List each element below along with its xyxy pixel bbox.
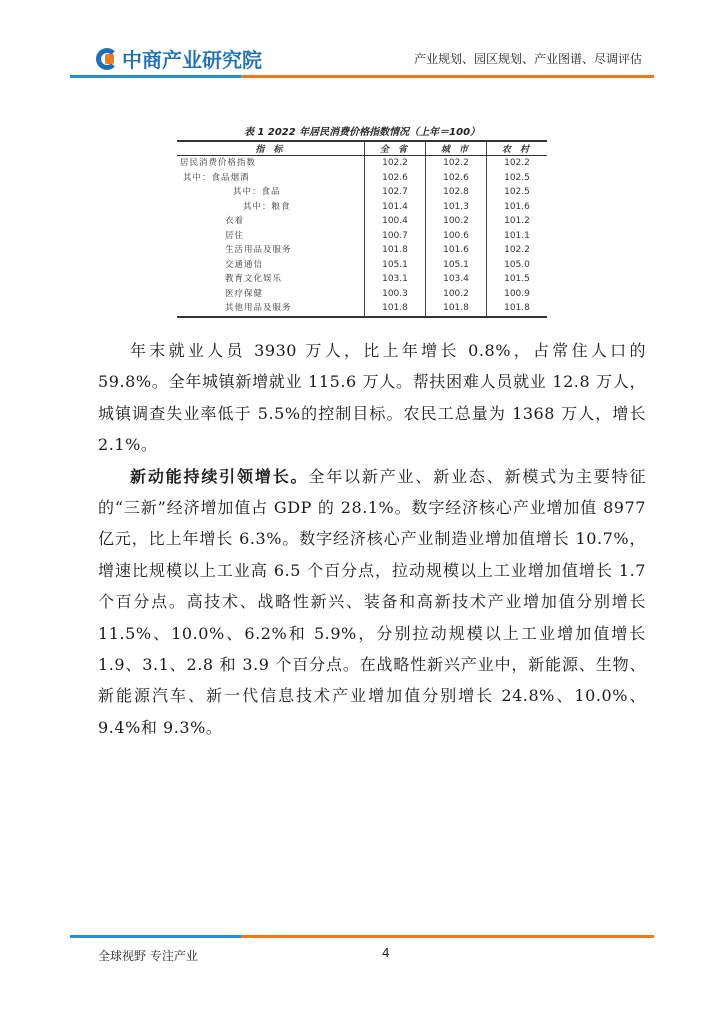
row-label: 衣着 (225, 216, 245, 226)
table-header-province: 全 省 (365, 141, 426, 156)
cell-urban: 100.2 (426, 287, 487, 302)
cell-urban: 100.2 (426, 214, 487, 229)
cell-rural: 101.1 (487, 229, 548, 244)
cell-rural: 102.5 (487, 185, 548, 200)
header-divider-orange (241, 75, 654, 78)
row-label: 居住 (225, 230, 245, 241)
table-row (177, 200, 547, 215)
table-row (177, 258, 547, 273)
row-label: 交通通信 (225, 259, 264, 270)
body-content (98, 335, 646, 743)
cell-rural: 101.2 (487, 214, 548, 229)
footer-divider-orange (241, 935, 654, 938)
cell-urban: 105.1 (426, 258, 487, 273)
table-row (177, 185, 547, 200)
paragraph-new-drivers (98, 461, 646, 744)
cpi-table-figure (177, 126, 547, 318)
cell-province: 101.8 (365, 243, 426, 258)
row-label: 其中：食品 (233, 187, 281, 197)
table-row (177, 171, 547, 186)
row-label: 居民消费价格指数 (180, 158, 257, 168)
page-number: 4 (382, 946, 390, 960)
cell-urban: 102.8 (426, 185, 487, 200)
cell-urban: 102.6 (426, 171, 487, 186)
cell-urban: 101.6 (426, 243, 487, 258)
cell-province: 100.7 (365, 229, 426, 244)
page-header (0, 0, 724, 82)
cell-rural: 101.5 (487, 272, 548, 287)
row-label: 教育文化娱乐 (225, 274, 283, 284)
row-label: 其中：粮食 (243, 201, 291, 212)
row-label: 医疗保健 (225, 288, 264, 299)
cell-province: 101.8 (365, 301, 426, 317)
table-row (177, 272, 547, 287)
cell-province: 102.6 (365, 171, 426, 186)
table-header-indicator: 指 标 (177, 141, 365, 156)
header-divider-blue (70, 75, 241, 78)
cell-province: 101.4 (365, 200, 426, 215)
cell-rural: 102.2 (487, 243, 548, 258)
cell-urban: 102.2 (426, 156, 487, 171)
row-label: 生活用品及服务 (225, 245, 292, 255)
table-header-row (177, 141, 547, 156)
cell-province: 102.2 (365, 156, 426, 171)
table-row (177, 229, 547, 244)
table-header-rural: 农 村 (487, 141, 548, 156)
table-row (177, 301, 547, 317)
cell-rural: 102.5 (487, 171, 548, 186)
table-header-urban: 城 市 (426, 141, 487, 156)
table-row (177, 214, 547, 229)
cell-province: 105.1 (365, 258, 426, 273)
row-label: 其中：食品烟酒 (183, 172, 250, 183)
footer-slogan: 全球视野 专注产业 (98, 949, 198, 963)
cell-province: 100.3 (365, 287, 426, 302)
cell-rural: 101.6 (487, 200, 548, 215)
paragraph-heading: 新动能持续引领增长。 (130, 466, 309, 486)
cell-province: 103.1 (365, 272, 426, 287)
logo-text: 中商产业研究院 (122, 48, 262, 72)
table-caption: 表 1 2022 年居民消费价格指数情况（上年＝100） (243, 127, 481, 138)
logo-icon (96, 48, 118, 70)
cell-rural: 100.9 (487, 287, 548, 302)
table-row (177, 156, 547, 171)
cell-rural: 102.2 (487, 156, 548, 171)
table-row (177, 243, 547, 258)
cell-urban: 103.4 (426, 272, 487, 287)
header-tagline: 产业规划、园区规划、产业图谱、尽调评估 (413, 52, 642, 66)
cell-rural: 101.8 (487, 301, 548, 317)
cell-urban: 100.6 (426, 229, 487, 244)
table-row (177, 287, 547, 302)
cell-urban: 101.3 (426, 200, 487, 215)
row-label: 其他用品及服务 (177, 301, 365, 317)
paragraph-text: 全年以新产业、新业态、新模式为主要特征的“三新”经济增加值占 GDP 的 28.1%。数字经济核心产业增加值 8977 亿元，比上年增长 6.3%。数字经济核心产业制造业增加值增长 10.7%，增速比规模以上工业高 6.5 个百分点，拉动规模以上工业增加值增长 1.7 个百分点。高技术、战略性新兴、装备和高新技术产业增加值分别增长 11.5%、10.0%、6.2%和 5.9%，分别拉动规模以上工业增加值增长 1.9、3.1、2.8 和 3.9 个百分点。在战略性新兴产业中，新能源、生物、新能源汽车、新一代信息技术产业增加值分别增长 24.8%、10.0%、9.4%和 9.3%。 (98, 466, 646, 737)
paragraph-employment: 年末就业人员 3930 万人，比上年增长 0.8%，占常住人口的 59.8%。全年城镇新增就业 115.6 万人。帮扶困难人员就业 12.8 万人，城镇调查失业率低于 5.5%的控制目标。农民工总量为 1368 万人，增长 2.1%。 (98, 341, 646, 455)
footer-divider-blue (70, 935, 241, 938)
cell-rural: 105.0 (487, 258, 548, 273)
cell-province: 100.4 (365, 214, 426, 229)
company-logo (96, 44, 262, 73)
cell-urban: 101.8 (426, 301, 487, 317)
cell-province: 102.7 (365, 185, 426, 200)
cpi-table (177, 140, 547, 318)
